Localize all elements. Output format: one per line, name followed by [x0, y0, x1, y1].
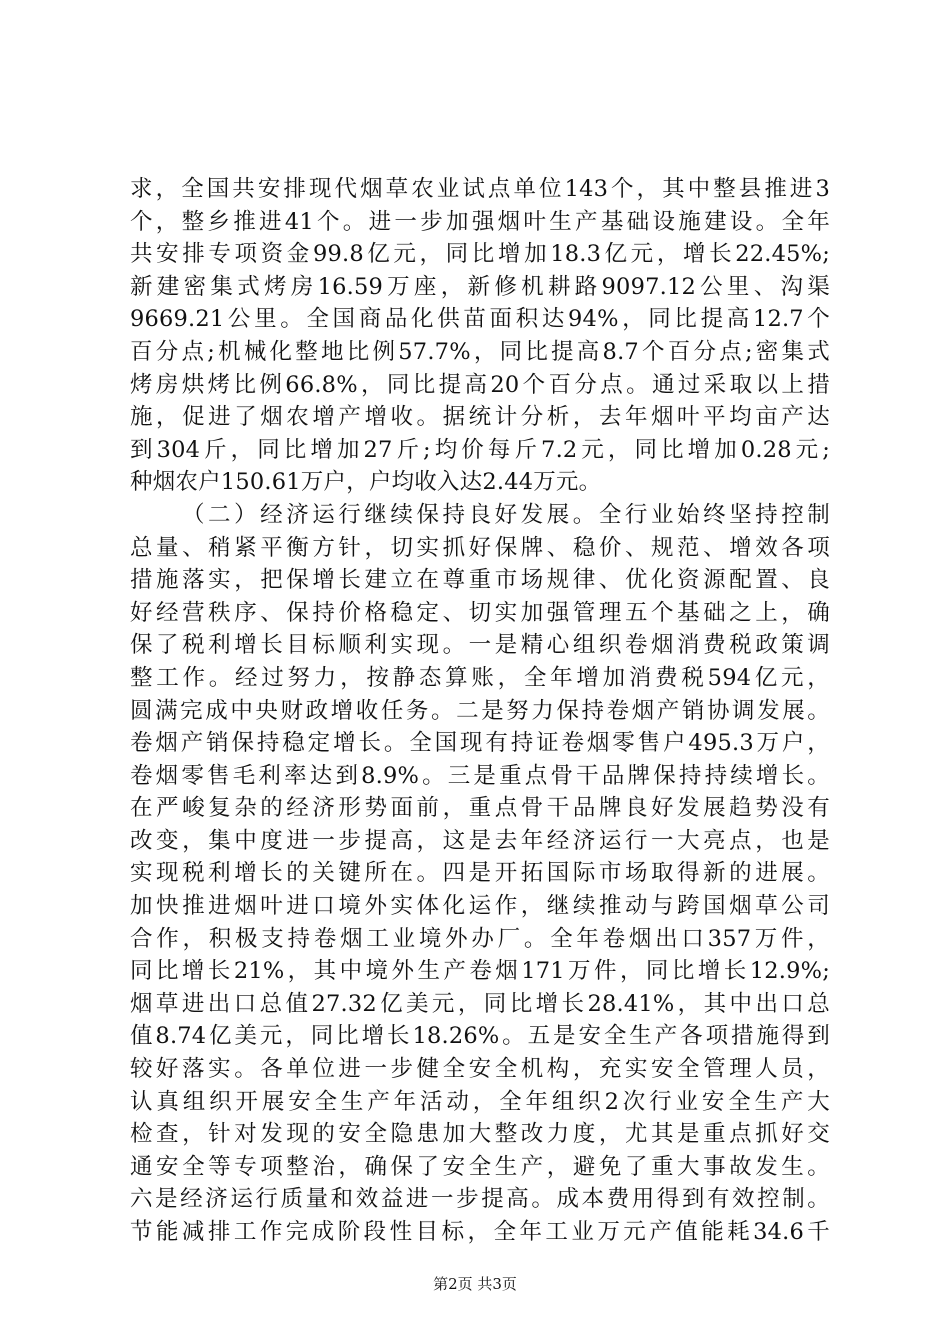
text-line: 烤房烘烤比例66.8%，同比提高20个百分点。通过采取以上措 [130, 371, 830, 398]
text-line: 改变，集中度进一步提高，这是去年经济运行一大亮点，也是 [130, 827, 830, 854]
text-line: 较好落实。各单位进一步健全安全机构，充实安全管理人员， [130, 1056, 830, 1083]
text-line: 个，整乡推进41个。进一步加强烟叶生产基础设施建设。全年 [130, 208, 830, 235]
text-line: 认真组织开展安全生产年活动，全年组织2次行业安全生产大 [130, 1088, 830, 1115]
text-line: 总量、稍紧平衡方针，切实抓好保牌、稳价、规范、增效各项 [130, 534, 830, 561]
body-text [130, 173, 830, 1249]
text-line: 烟草进出口总值27.32亿美元，同比增长28.41%，其中出口总 [130, 990, 830, 1017]
text-line: 卷烟零售毛利率达到8.9%。三是重点骨干品牌保持持续增长。 [130, 762, 830, 789]
text-line: 卷烟产销保持稳定增长。全国现有持证卷烟零售户495.3万户， [130, 730, 830, 757]
text-line: 节能减排工作完成阶段性目标，全年工业万元产值能耗34.6千 [130, 1219, 830, 1245]
text-line: 百分点;机械化整地比例57.7%，同比提高8.7个百分点;密集式 [130, 338, 830, 365]
text-line: 实现税利增长的关键所在。四是开拓国际市场取得新的进展。 [130, 860, 830, 887]
paragraph-end-line: 种烟农户150.61万户，户均收入达2.44万元。 [130, 469, 602, 496]
text-line: 求，全国共安排现代烟草农业试点单位143个，其中整县推进3 [130, 176, 830, 202]
text-line: 值8.74亿美元，同比增长18.26%。五是安全生产各项措施得到 [130, 1023, 830, 1050]
text-line: 9669.21公里。全国商品化供苗面积达94%，同比提高12.7个 [130, 306, 830, 333]
text-line: 检查，针对发现的安全隐患加大整改力度，尤其是重点抓好交 [130, 1121, 830, 1148]
text-line: 到304斤，同比增加27斤;均价每斤7.2元，同比增加0.28元; [130, 436, 830, 463]
text-line: 共安排专项资金99.8亿元，同比增加18.3亿元，增长22.45%; [130, 241, 830, 268]
text-line: 同比增长21%，其中境外生产卷烟171万件，同比增长12.9%; [130, 958, 830, 985]
text-line: 新建密集式烤房16.59万座，新修机耕路9097.12公里、沟渠 [130, 273, 830, 300]
text-line: 措施落实，把保增长建立在尊重市场规律、优化资源配置、良 [130, 567, 830, 594]
text-line: 加快推进烟叶进口境外实体化运作，继续推动与跨国烟草公司 [130, 893, 830, 920]
text-line: 好经营秩序、保持价格稳定、切实加强管理五个基础之上，确 [130, 599, 830, 626]
text-line: 施，促进了烟农增产增收。据统计分析，去年烟叶平均亩产达 [130, 404, 830, 431]
page-footer: 第2页 共3页 [433, 1275, 517, 1293]
text-line: 圆满完成中央财政增收任务。二是努力保持卷烟产销协调发展。 [130, 697, 830, 724]
paragraph-start-line: （二）经济运行继续保持良好发展。全行业始终坚持控制 [182, 501, 830, 528]
text-line: 六是经济运行质量和效益进一步提高。成本费用得到有效控制。 [130, 1186, 830, 1213]
text-line: 整工作。经过努力，按静态算账，全年增加消费税594亿元， [130, 664, 830, 691]
text-line: 在严峻复杂的经济形势面前，重点骨干品牌良好发展趋势没有 [130, 795, 830, 822]
text-line: 合作，积极支持卷烟工业境外办厂。全年卷烟出口357万件， [130, 925, 830, 952]
text-line: 通安全等专项整治，确保了安全生产，避免了重大事故发生。 [130, 1153, 830, 1180]
text-line: 保了税利增长目标顺利实现。一是精心组织卷烟消费税政策调 [130, 632, 830, 659]
